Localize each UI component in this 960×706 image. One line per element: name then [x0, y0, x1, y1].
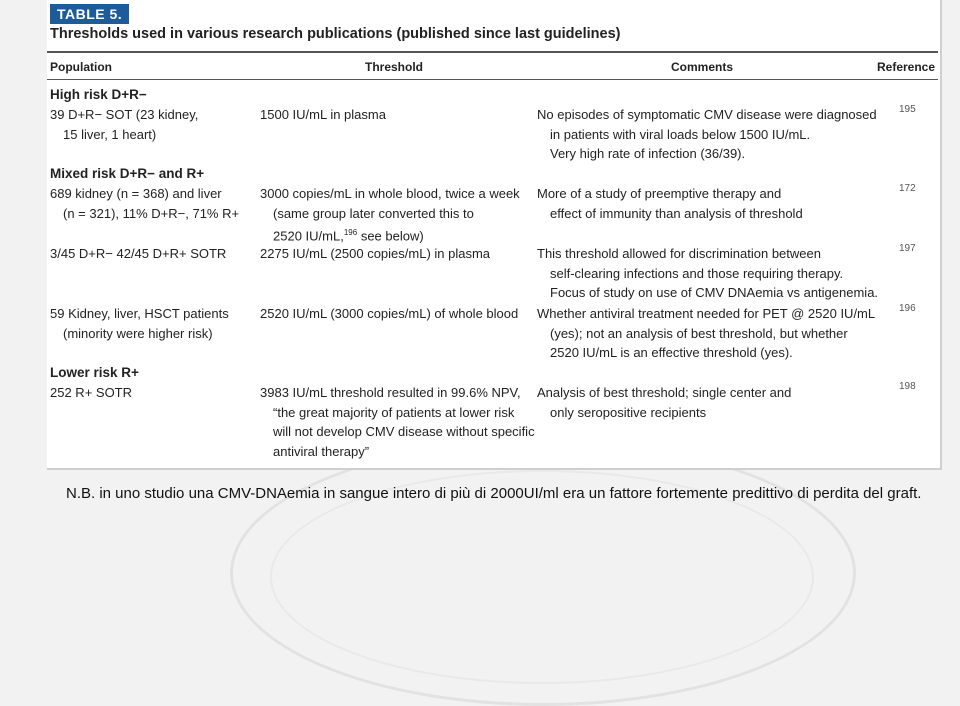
group-title-lower-risk: Lower risk R+ — [50, 365, 139, 380]
population-cell: 39 D+R− SOT (23 kidney, 15 liver, 1 heart) — [50, 107, 199, 142]
comments-cell: Whether antiviral treatment needed for PET @ 2520 IU/mL (yes); not an analysis of best threshold, but whether 2520 IU/mL is an effective threshold (yes). — [537, 306, 876, 360]
table-header-rule — [47, 79, 938, 80]
table-caption: Thresholds used in various research publications (published since last guidelines) — [50, 26, 621, 42]
reference-cell: 195 — [899, 104, 916, 115]
threshold-cell: 2520 IU/mL (3000 copies/mL) of whole blood — [260, 306, 519, 321]
comments-cell: This threshold allowed for discrimination between self-clearing infections and those requiring therapy. Focus of study on use of CMV DNAemia vs antigenemia. — [537, 246, 879, 300]
threshold-cell: 3000 copies/mL in whole blood, twice a week (same group later converted this to 2520 IU/mL,$^{196}$ see below) — [260, 186, 520, 244]
column-header-reference: Reference — [877, 60, 936, 74]
reference-cell: 198 — [899, 381, 916, 392]
population-cell: 3/45 D+R− 42/45 D+R+ SOTR — [50, 246, 227, 261]
column-header-comments: Comments — [671, 60, 734, 74]
population-cell: 59 Kidney, liver, HSCT patients (minority were higher risk) — [50, 306, 229, 341]
comments-cell: No episodes of symptomatic CMV disease were diagnosed in patients with viral loads below 1500 IU/mL. Very high rate of infection (36/39). — [537, 107, 877, 161]
comments-cell: More of a study of preemptive therapy and effect of immunity than analysis of threshold — [537, 186, 803, 221]
comments-cell: Analysis of best threshold; single center and only seropositive recipients — [537, 385, 792, 420]
table-label: TABLE 5. — [50, 4, 129, 24]
reference-cell: 172 — [899, 183, 916, 194]
table-image — [47, 0, 942, 470]
population-cell: 252 R+ SOTR — [50, 385, 133, 400]
column-header-population: Population — [50, 60, 112, 74]
threshold-cell: 2275 IU/mL (2500 copies/mL) in plasma — [260, 246, 491, 261]
footnote-text: N.B. in uno studio una CMV-DNAemia in sangue intero di più di 2000UI/ml era un fattore fortemente predittivo di perdita del graft. — [66, 485, 922, 502]
threshold-cell: 1500 IU/mL in plasma — [260, 107, 386, 122]
column-header-threshold: Threshold — [365, 60, 424, 74]
group-title-mixed-risk: Mixed risk D+R− and R+ — [50, 166, 205, 181]
table-top-rule — [47, 51, 938, 53]
group-title-high-risk: High risk D+R− — [50, 87, 147, 102]
population-cell: 689 kidney (n = 368) and liver (n = 321), 11% D+R−, 71% R+ — [50, 186, 240, 221]
reference-cell: 196 — [899, 303, 916, 314]
reference-cell: 197 — [899, 243, 916, 254]
threshold-cell: 3983 IU/mL threshold resulted in 99.6% NPV, “the great majority of patients at lower risk will not develop CMV disease without specific antiviral therapy” — [260, 385, 535, 459]
